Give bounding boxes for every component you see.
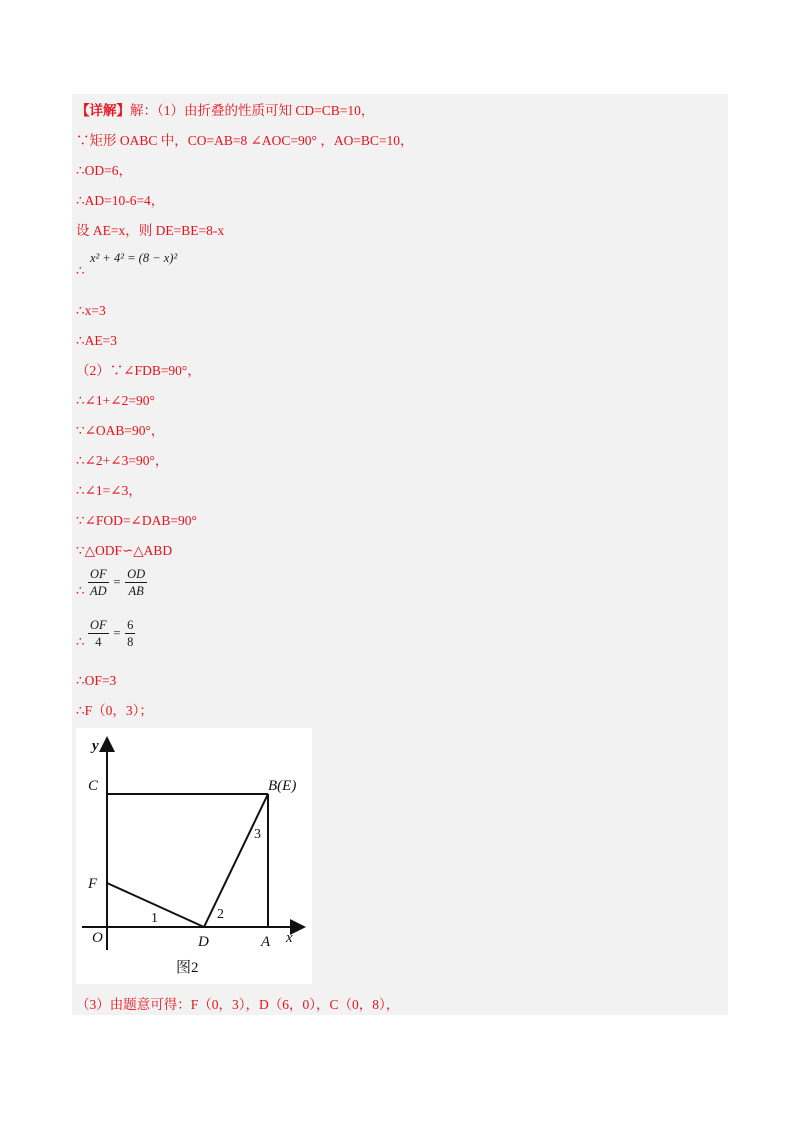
intro-text: 解：（1）由折叠的性质可知 CD=CB=10， [130, 103, 375, 118]
fraction-left: $\frac{OF}{4}$ [90, 618, 107, 649]
label-b-e: B(E) [268, 778, 297, 794]
equals-sign: = [112, 575, 122, 589]
label-x: x [286, 930, 293, 946]
step-line: ∴∠1+∠2=90° [76, 393, 155, 408]
step-line: ∴F（0，3）； [76, 703, 153, 718]
step-line: ∵△ODF∽△ABD [76, 543, 173, 558]
detail-tag: 【详解】 [76, 103, 130, 118]
label-o: O [92, 930, 103, 946]
therefore-symbol: ∴ [76, 583, 85, 598]
fraction-proportion-2 [88, 617, 135, 650]
step-line: ∴AD=10-6=4， [76, 193, 165, 208]
label-angle-2: 2 [217, 907, 224, 922]
solution-intro [76, 102, 374, 120]
label-f: F [88, 876, 98, 892]
therefore-symbol: ∴ [76, 634, 85, 649]
coordinate-diagram [76, 728, 312, 984]
step-line: ∴x=3 [76, 303, 106, 318]
step-line: ∴∠2+∠3=90°， [76, 453, 169, 468]
segment-db [204, 794, 268, 927]
step-line: ∵∠OAB=90°， [76, 423, 165, 438]
label-d: D [198, 934, 209, 950]
label-y: y [92, 738, 99, 754]
step-line: ∴∠1=∠3， [76, 483, 142, 498]
label-angle-3: 3 [254, 827, 261, 842]
fraction-left: $\frac{OF}{AD}$ [90, 567, 107, 598]
geometry-figure [76, 728, 312, 984]
step-line: ∴AE=3 [76, 333, 117, 348]
step-line: ∴OD=6， [76, 163, 132, 178]
step-line: ∵矩形 OABC 中，CO=AB=8 ∠AOC=90° ，AO=BC=10， [76, 133, 414, 148]
fraction-proportion-1 [88, 566, 147, 599]
step-line: ∵∠FOD=∠DAB=90° [76, 513, 197, 528]
step-line: 设 AE=x，则 DE=BE=8-x [76, 223, 225, 238]
step-line: ∴OF=3 [76, 673, 117, 688]
equals-sign: = [112, 626, 122, 640]
fraction-right: $\frac{6}{8}$ [127, 618, 134, 649]
figure-caption: 图2 [176, 960, 199, 976]
step-line: （2）∵∠FDB=90°， [76, 363, 201, 378]
part3-line: （3）由题意可得：F（0，3），D（6，0），C（0，8）， [76, 997, 400, 1012]
fraction-right: $\frac{OD}{AB}$ [127, 567, 146, 598]
label-c: C [88, 778, 99, 794]
label-a: A [261, 934, 271, 950]
equation-pythagoras: x² + 4² = (8 − x)² [90, 251, 178, 265]
therefore-symbol: ∴ [76, 263, 85, 278]
label-angle-1: 1 [151, 911, 158, 926]
